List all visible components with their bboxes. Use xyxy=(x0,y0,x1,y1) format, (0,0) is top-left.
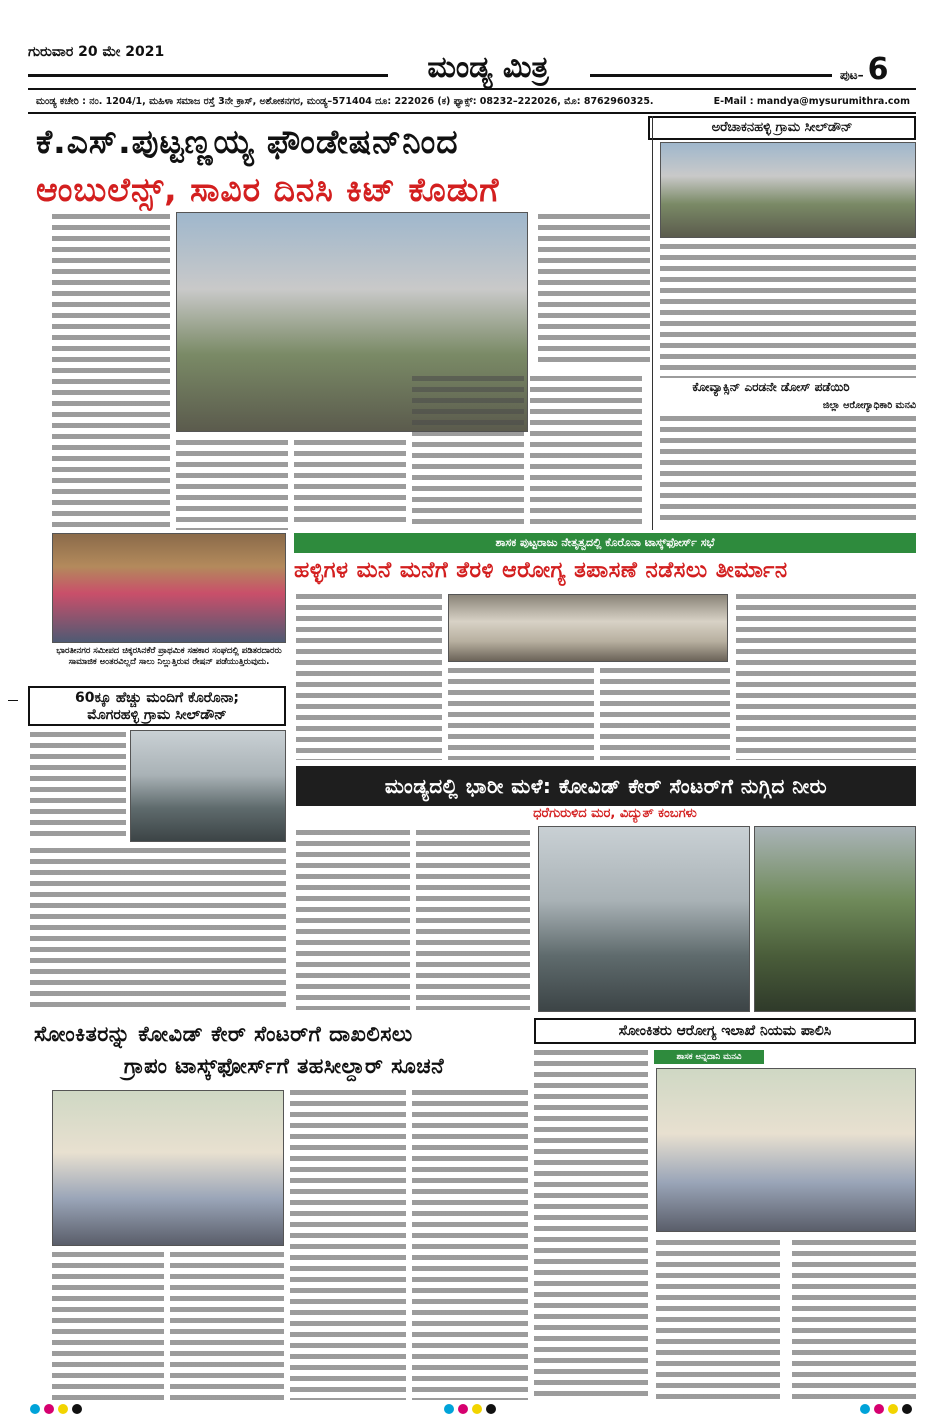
masthead-rule-right xyxy=(590,74,832,77)
seal-down-line2: ಮೊಗರಹಳ್ಳಿ ಗ್ರಾಮ ಸೀಲ್‌ಡೌನ್ xyxy=(87,707,227,723)
magenta-dot xyxy=(874,1404,884,1414)
cyan-dot xyxy=(860,1404,870,1414)
rain-subheadline: ಧರೆಗುರುಳಿದ ಮರ, ವಿದ್ಯುತ್ ಕಂಬಗಳು xyxy=(533,806,697,821)
black-dot xyxy=(72,1404,82,1414)
taskforce-text-col1 xyxy=(296,594,442,760)
lead-text-col1 xyxy=(52,214,170,530)
taskforce-text-col4 xyxy=(736,594,916,760)
cyan-dot xyxy=(30,1404,40,1414)
page-label: ಪುಟ– xyxy=(840,68,864,82)
lead-text-col4 xyxy=(412,376,524,526)
sealdown-photo xyxy=(660,142,916,238)
black-dot xyxy=(486,1404,496,1414)
yellow-dot xyxy=(888,1404,898,1414)
yellow-dot xyxy=(472,1404,482,1414)
yellow-dot xyxy=(58,1404,68,1414)
lead-text-col2 xyxy=(176,440,288,530)
taskforce-text-col3 xyxy=(600,668,730,760)
fallen-tree-photo xyxy=(754,826,916,1012)
mla-appeal-text-col2 xyxy=(656,1240,780,1400)
seal-down-box xyxy=(28,686,286,726)
office-address: ಮಂಡ್ಯ ಕಚೇರಿ : ನಂ. 1204/1, ಮಹಿಳಾ ಸಮಾಜ ರಸ್ತೆ 3ನೇ ಕ್ರಾಸ್, ಅಶೋಕನಗರ, ಮಂಡ್ಯ–571404 ದೂ: 222026 (ಕ) ಫ್ಯಾಕ್ಸ್: 08232–222026, ಮೊ: 8762960325. xyxy=(36,95,654,107)
crop-mark xyxy=(8,700,18,701)
magenta-dot xyxy=(458,1404,468,1414)
lead-headline-line1: ಕೆ.ಎಸ್.ಪುಟ್ಟಣ್ಣಯ್ಯ ಫೌಂಡೇಷನ್‌ನಿಂದ xyxy=(36,122,459,161)
lead-text-col5 xyxy=(530,376,642,526)
registration-marks xyxy=(0,1404,945,1418)
seal-down-text-b xyxy=(30,848,286,1008)
rain-text-col2 xyxy=(416,830,530,1010)
black-dot xyxy=(902,1404,912,1414)
tahsildar-text-col1b xyxy=(170,1252,284,1400)
ration-queue-caption: ಭಾರತೀನಗರ ಸಮೀಪದ ಚಿಕ್ಕರಸಿನಕೆರೆ ಪ್ರಾಥಮಿಕ ಸಹಕಾರ ಸಂಘದಲ್ಲಿ ಪಡಿತರದಾರರು ಸಾಮಾಜಿಕ ಅಂತರವಿಲ್ಲದೆ ಸಾಲು ನಿಲ್ಲುತ್ತಿರುವ ರೇಷನ್ ಪಡೆಯುತ್ತಿರುವುದು. xyxy=(56,646,282,667)
mla-appeal-tag: ಶಾಸಕ ಅನ್ನದಾನಿ ಮನವಿ xyxy=(654,1050,764,1064)
side-story-text xyxy=(660,244,916,378)
masthead-rule-left xyxy=(28,74,388,77)
seal-down-text-a xyxy=(30,732,126,842)
sanitizing-photo xyxy=(130,730,286,842)
side-story-title: ಅರೆಚಾಕನಹಳ್ಳಿ ಗ್ರಾಮ ಸೀಲ್‌ಡೌನ್ xyxy=(648,116,916,140)
address-bar xyxy=(28,88,916,114)
rain-text-col1 xyxy=(296,830,410,1010)
issue-date: ಗುರುವಾರ 20 ಮೇ 2021 xyxy=(28,44,165,60)
lead-text-col3 xyxy=(294,440,406,526)
rain-headline: ಮಂಡ್ಯದಲ್ಲಿ ಭಾರೀ ಮಳೆ: ಕೋವಿಡ್ ಕೇರ್ ಸೆಂಟರ್‌ಗೆ ನುಗ್ಗಿದ ನೀರು xyxy=(296,766,916,806)
page-number-box xyxy=(840,52,888,87)
tahsildar-text-col2 xyxy=(290,1090,406,1400)
covaxin-byline: ಜಿಲ್ಲಾ ಆರೋಗ್ಯಾಧಿಕಾರಿ ಮನವಿ xyxy=(822,400,916,411)
tahsildar-text-col1a xyxy=(52,1252,164,1400)
office-email: E-Mail : mandya@mysurumithra.com xyxy=(713,95,910,107)
mla-appeal-headline: ಸೋಂಕಿತರು ಆರೋಗ್ಯ ಇಲಾಖೆ ನಿಯಮ ಪಾಲಿಸಿ xyxy=(534,1018,916,1044)
column-rule xyxy=(652,116,653,530)
ration-queue-photo xyxy=(52,533,286,643)
lead-headline-line2: ಆಂಬುಲೆನ್ಸ್, ಸಾವಿರ ದಿನಸಿ ಕಿಟ್ ಕೊಡುಗೆ xyxy=(36,170,500,209)
taskforce-meeting-photo xyxy=(448,594,728,662)
page-number: 6 xyxy=(867,52,889,87)
mla-appeal-text-col3 xyxy=(792,1240,916,1400)
seal-down-line1: 60ಕ್ಕೂ ಹೆಚ್ಚು ಮಂದಿಗೆ ಕೊರೊನಾ; xyxy=(74,690,240,706)
tahsildar-text-col3 xyxy=(412,1090,528,1400)
tahsildar-meeting-photo xyxy=(52,1090,284,1246)
taskforce-text-col2 xyxy=(448,668,594,760)
covaxin-headline: ಕೋವ್ಯಾಕ್ಸಿನ್ ಎರಡನೇ ಡೋಸ್ ಪಡೆಯಿರಿ xyxy=(692,380,850,394)
taskforce-headline: ಹಳ್ಳಿಗಳ ಮನೆ ಮನೆಗೆ ತೆರಳಿ ಆರೋಗ್ಯ ತಪಾಸಣೆ ನಡೆಸಲು ತೀರ್ಮಾನ xyxy=(294,558,788,583)
covaxin-text xyxy=(660,416,916,526)
mla-distribution-photo xyxy=(656,1068,916,1232)
lead-text-col4-top xyxy=(538,214,650,364)
taskforce-banner: ಶಾಸಕ ಪುಟ್ಟರಾಜು ನೇತೃತ್ವದಲ್ಲಿ ಕೊರೊನಾ ಟಾಸ್ಕ್‌ಫೋರ್ಸ್ ಸಭೆ xyxy=(294,533,916,553)
tahsildar-headline-line1: ಸೋಂಕಿತರನ್ನು ಕೋವಿಡ್ ಕೇರ್ ಸೆಂಟರ್‌ಗೆ ದಾಖಲಿಸಲು xyxy=(34,1022,413,1046)
flooded-street-photo xyxy=(538,826,750,1012)
mla-appeal-text-col1 xyxy=(534,1050,648,1400)
masthead-title: ಮಂಡ್ಯ ಮಿತ್ರ xyxy=(427,50,549,85)
tahsildar-headline-line2: ಗ್ರಾಪಂ ಟಾಸ್ಕ್‌ಫೋರ್ಸ್‌ಗೆ ತಹಸೀಲ್ದಾರ್ ಸೂಚನೆ xyxy=(123,1054,445,1078)
cyan-dot xyxy=(444,1404,454,1414)
magenta-dot xyxy=(44,1404,54,1414)
